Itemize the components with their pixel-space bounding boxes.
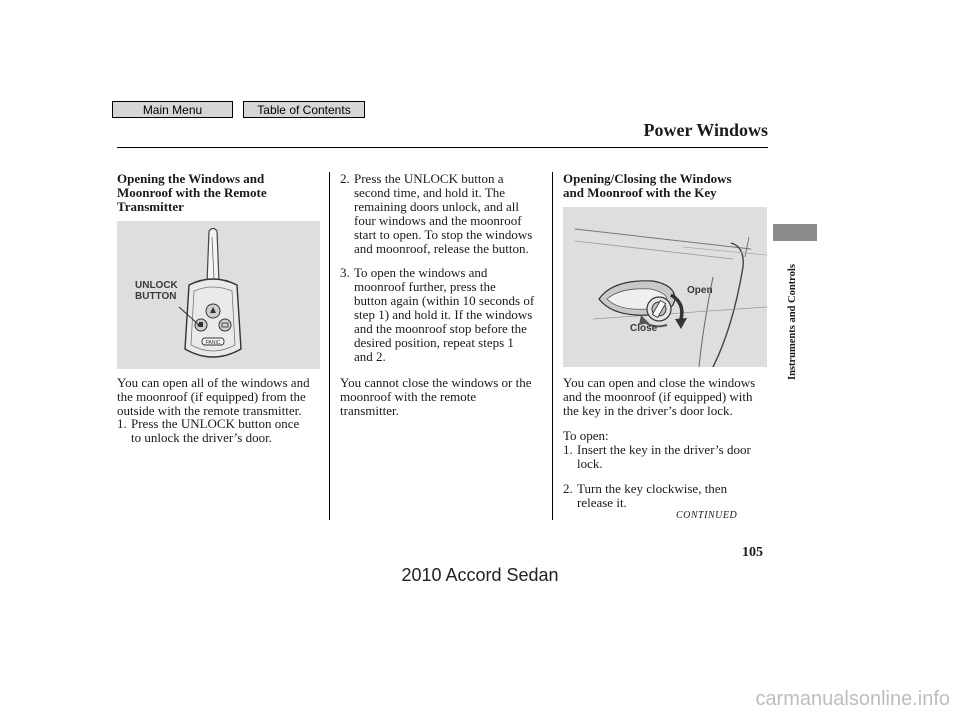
left-heading [117, 172, 267, 214]
column-divider-right [552, 172, 553, 520]
step-number: 1. [117, 416, 127, 431]
left-step-1 [117, 417, 299, 445]
left-heading-line: Opening the Windows and [117, 171, 265, 186]
right-step-1 [563, 443, 751, 471]
step-line: button again (within 10 seconds of [354, 293, 535, 308]
right-intro-paragraph [563, 376, 755, 418]
remote-transmitter-figure [117, 221, 320, 369]
step-line: release it. [577, 495, 627, 510]
step-line: remaining doors unlock, and all [354, 199, 519, 214]
paragraph-line: You can open all of the windows and [117, 375, 310, 390]
figure-label-line: UNLOCK [135, 280, 178, 291]
section-tab [773, 224, 817, 241]
step-line: desired position, repeat steps 1 [354, 335, 514, 350]
panic-button-label: PANIC [205, 340, 221, 346]
step-number: 2. [340, 171, 350, 186]
step-line: Press the UNLOCK button a [354, 171, 504, 186]
paragraph-line: and the moonroof (if equipped) with [563, 389, 753, 404]
middle-step-2 [340, 172, 532, 256]
footer-site-watermark: carmanualsonline.info [755, 688, 950, 710]
step-line: Press the UNLOCK button once [131, 416, 300, 431]
left-heading-line: Transmitter [117, 199, 184, 214]
step-number: 2. [563, 481, 573, 496]
step-line: To open the windows and [354, 265, 488, 280]
paragraph-line: You cannot close the windows or the [340, 375, 532, 390]
step-number: 3. [340, 265, 350, 280]
right-heading-line: Opening/Closing the Windows [563, 171, 732, 186]
page-title: Power Windows [643, 120, 768, 140]
continued-label: CONTINUED [676, 510, 738, 521]
open-direction-label: Open [687, 285, 713, 296]
step-line: to unlock the driver’s door. [131, 430, 272, 445]
to-open-label: To open: [563, 428, 609, 443]
main-menu-button[interactable]: Main Menu [112, 101, 233, 118]
step-line: four windows and the moonroof [354, 213, 522, 228]
figure-label-line: BUTTON [135, 291, 177, 302]
step-line: step 1) and hold it. If the windows [354, 307, 533, 322]
middle-note-paragraph [340, 376, 532, 418]
page-number: 105 [742, 545, 763, 560]
step-line: Turn the key clockwise, then [577, 481, 728, 496]
step-line: Insert the key in the driver’s door [577, 442, 751, 457]
paragraph-line: moonroof with the remote [340, 389, 477, 404]
paragraph-line: the key in the driver’s door lock. [563, 403, 733, 418]
table-of-contents-button[interactable]: Table of Contents [243, 101, 365, 118]
step-line: second time, and hold it. The [354, 185, 506, 200]
right-heading-line: and Moonroof with the Key [563, 185, 717, 200]
step-number: 1. [563, 442, 573, 457]
right-heading [563, 172, 732, 200]
step-line: and moonroof, release the button. [354, 241, 529, 256]
paragraph-line: You can open and close the windows [563, 375, 756, 390]
model-watermark: 2010 Accord Sedan [401, 565, 559, 585]
left-heading-line: Moonroof with the Remote [117, 185, 267, 200]
paragraph-line: the moonroof (if equipped) from the [117, 389, 306, 404]
unlock-button-label [135, 280, 178, 302]
step-line: and 2. [354, 349, 386, 364]
left-intro-paragraph [117, 376, 310, 418]
step-line: and the moonroof stop before the [354, 321, 527, 336]
door-lock-key-figure [563, 207, 767, 367]
step-line: start to open. To stop the windows [354, 227, 533, 242]
paragraph-line: outside with the remote transmitter. [117, 403, 302, 418]
middle-step-3 [340, 266, 534, 364]
right-step-2 [563, 482, 727, 510]
step-line: moonroof further, press the [354, 279, 496, 294]
section-side-label: Instruments and Controls [787, 264, 798, 380]
column-divider-left [329, 172, 330, 520]
title-rule [117, 147, 768, 148]
step-line: lock. [577, 456, 603, 471]
close-direction-label: Close [630, 323, 658, 334]
paragraph-line: transmitter. [340, 403, 399, 418]
door-lock-illustration [563, 207, 767, 367]
